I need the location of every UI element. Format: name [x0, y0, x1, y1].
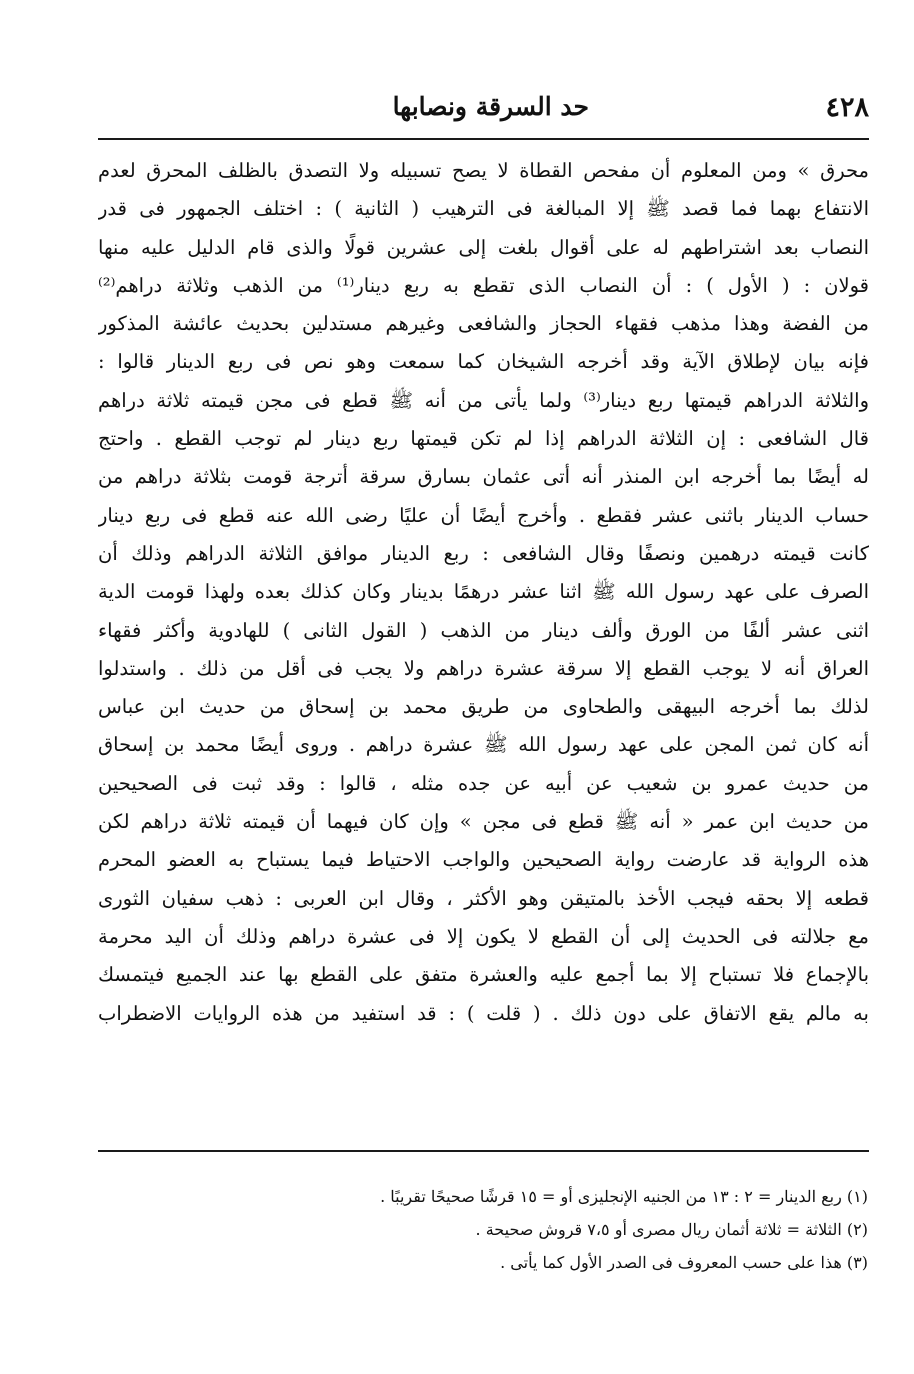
- text-line: هذه الرواية قد عارضت رواية الصحيحين والواجب الاحتياط فيما يستباح به العضو المحرم: [98, 848, 869, 872]
- text-line: قال الشافعى : إن الثلاثة الدراهم إذا لم تكن قيمتها ربع دينار لم توجب القطع . واحتج: [98, 427, 869, 451]
- text-line: له أيضًا بما أخرجه ابن المنذر أنه أتى عثمان بسارق سرقة أترجة قومت بثلاثة دراهم من: [98, 465, 869, 489]
- text-line: العراق أنه لا يوجب القطع إلا سرقة عشرة دراهم ولا يجب فى أقل من ذلك . واستدلوا: [98, 656, 869, 680]
- text-line: قطعه إلا بحقه فيجب الأخذ بالمتيقن وهو الأكثر ، وقال ابن العربى : ذهب سفيان الثورى: [98, 886, 869, 910]
- text-line: مع جلالته فى الحديث إلى أن القطع لا يكون إلا فى عشرة دراهم وذلك أن اليد محرمة: [98, 924, 869, 948]
- text-line: بالإجماع فلا تستباح إلا بما أجمع عليه والعشرة متفق على القطع بها عند الجميع فيتمسك: [98, 963, 869, 987]
- main-text: [98, 152, 869, 1033]
- text-line: من الفضة وهذا مذهب فقهاء الحجاز والشافعى وغيرهم مستدلين بحديث عائشة المذكور: [98, 312, 869, 336]
- footnotes: [98, 1180, 868, 1279]
- text-line: به مالم يقع الاتفاق على دون ذلك . ( قلت ) : قد استفيد من هذه الروايات الاضطراب: [98, 1001, 869, 1025]
- text-line: اثنى عشر ألفًا من الورق وألف دينار من الذهب ( القول الثانى ) للهادوية وأكثر فقهاء: [98, 618, 869, 642]
- text-line: محرق » ومن المعلوم أن مفحص القطاة لا يصح تسبيله ولا التصدق بالظلف المحرق لعدم: [98, 159, 869, 182]
- text-line: أنه كان ثمن المجن على عهد رسول الله ﷺ عشرة دراهم . وروى أيضًا محمد بن إسحاق: [98, 733, 869, 757]
- text-line: من حديث ابن عمر « أنه ﷺ قطع فى مجن » وإن كان فيهما أن قيمته ثلاثة دراهم لكن: [98, 810, 869, 834]
- text-line: من حديث عمرو بن شعيب عن أبيه عن جده مثله ، قالوا : وقد ثبت فى الصحيحين: [98, 771, 869, 795]
- header-divider: [98, 138, 869, 140]
- footnote-3: (٣) هذا على حسب المعروف فى الصدر الأول كما يأتى .: [500, 1253, 868, 1272]
- text-line: النصاب بعد اشتراطهم له على أقوال بلغت إلى عشرين قولًا والذى قام الدليل عليه منها: [98, 235, 869, 259]
- footnote-divider: [98, 1150, 869, 1152]
- footnote-2: (٢) الثلاثة = ثلاثة أثمان ريال مصرى أو ٧،٥ قروش صحيحة .: [475, 1220, 868, 1239]
- text-line: لذلك بما أخرجه البيهقى والطحاوى من طريق محمد بن إسحاق من حديث ابن عباس: [98, 695, 869, 719]
- text-line: الصرف على عهد رسول الله ﷺ اثنا عشر درهمًا بدينار وكان كذلك بعده ولهذا قومت الدية: [98, 580, 869, 604]
- text-line: كانت قيمته درهمين ونصفًا وقال الشافعى : ربع الدينار موافق الثلاثة الدراهم وذلك أن: [98, 541, 869, 565]
- text-line: حساب الدينار باثنى عشر فقطع . وأخرج أيضًا أن عليًا رضى الله عنه قطع فى ربع دينار: [98, 503, 869, 527]
- running-title: حد السرقة ونصابها: [392, 92, 589, 121]
- text-line: قولان : ( الأول ) : أن النصاب الذى تقطع به ربع دينار⁽¹⁾ من الذهب وثلاثة دراهم⁽²⁾: [98, 273, 869, 297]
- footnote-1: (١) ربع الدينار = ٢ : ١٣ من الجنيه الإنجليزى أو = ١٥ قرشًا صحيحًا تقريبًا .: [380, 1187, 868, 1206]
- page-header: [98, 92, 869, 132]
- text-line: فإنه بيان لإطلاق الآية وقد أخرجه الشيخان كما سمعت وهو نص فى ربع الدينار قالوا :: [98, 350, 869, 374]
- page-number: ٤٢٨: [825, 92, 869, 123]
- text-line: الانتفاع بهما فما قصد ﷺ إلا المبالغة فى الترهيب ( الثانية ) : اختلف الجمهور فى قدر: [98, 197, 869, 221]
- text-line: والثلاثة الدراهم قيمتها ربع دينار⁽³⁾ ولما يأتى من أنه ﷺ قطع فى مجن قيمته ثلاثة دراهم: [98, 388, 869, 412]
